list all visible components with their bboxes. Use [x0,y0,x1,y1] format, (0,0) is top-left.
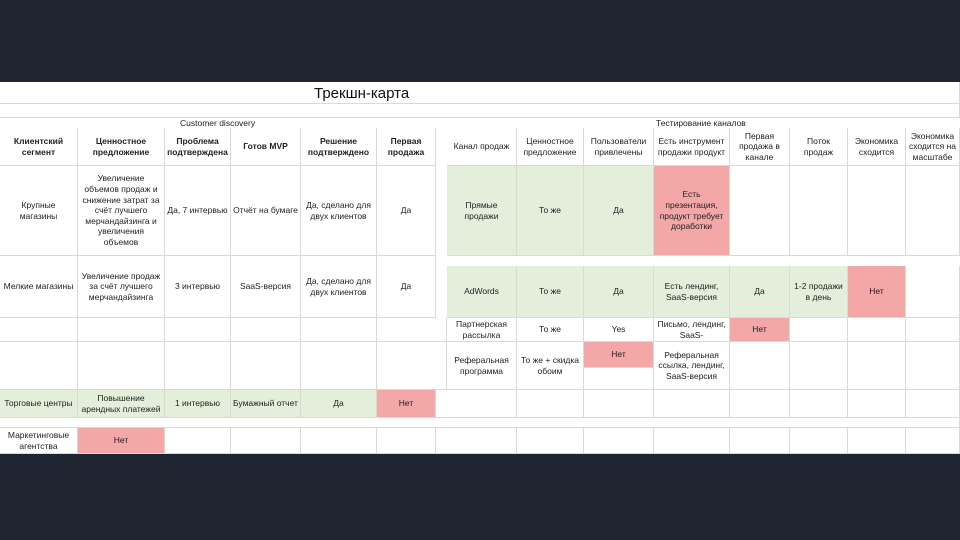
row-referral-ch-users: Нет [584,342,654,368]
header-problem: Проблема подтверждена [165,128,231,166]
empty-cell [848,428,906,454]
row-small-first-sale: Да [377,256,436,318]
row-malls-segment: Торговые центры [0,390,78,418]
empty-cell [78,318,165,342]
empty-cell [584,390,654,418]
header-ch-econ: Экономика сходится [848,128,906,166]
empty-cell [301,318,377,342]
empty-cell [436,428,517,454]
empty-cell [790,428,848,454]
header-ch-value: Ценностное предложение [517,128,584,166]
row-large-mvp: Отчёт на бумаге [231,166,301,256]
row-agencies-segment: Маркетинговые агентства [0,428,78,454]
header-ch-scale: Экономика сходится на масштабе [906,128,960,166]
row-large-solution: Да, сделано для двух клиентов [301,166,377,256]
row-large-ch-scale [906,166,960,256]
row-small-solution: Да, сделано для двух клиентов [301,256,377,318]
row-referral-ch-value: То же + скидка обоим [517,342,584,390]
empty-cell [231,342,301,390]
empty-cell [730,342,790,390]
header-solution: Решение подтверждено [301,128,377,166]
header-mvp: Готов MVP [231,128,301,166]
empty-cell [377,428,436,454]
row-partner-ch-value: То же [517,318,584,342]
row-small-ch-first: Да [730,266,790,318]
empty-cell [0,418,960,428]
header-ch-users: Пользователи привлечены [584,128,654,166]
row-small-ch-tool: Есть лендинг, SaaS-версия [654,266,730,318]
row-malls-first-sale: Нет [377,390,436,418]
empty-cell [906,428,960,454]
row-small-ch-flow: 1-2 продажи в день [790,266,848,318]
row-partner-ch-tool: Письмо, лендинг, SaaS- [654,318,730,342]
section-customer-discovery: Customer discovery [180,118,256,128]
row-agencies-value: Нет [78,428,165,454]
header-ch-tool: Есть инструмент продажи продукт [654,128,730,166]
row-small-segment: Мелкие магазины [0,256,78,318]
empty-cell [730,390,790,418]
row-small-ch-scale [906,266,960,318]
empty-cell [78,342,165,390]
spreadsheet [0,82,960,454]
section-channel-testing: Тестирование каналов [656,118,746,128]
empty-cell [165,428,231,454]
empty-cell [584,428,654,454]
row-small-channel: AdWords [447,266,517,318]
header-value: Ценностное предложение [78,128,165,166]
empty-cell [301,342,377,390]
empty-cell [165,342,231,390]
empty-cell [377,318,447,342]
row-malls-solution: Да [301,390,377,418]
empty-cell [848,342,906,390]
row-large-value: Увеличение объемов продаж и снижение затрат за счёт лучшего мерчандайзинга и увеличения объемов [78,166,165,256]
empty-cell [654,390,730,418]
row-large-segment: Крупные магазины [0,166,78,256]
empty-cell [231,318,301,342]
empty-cell [790,390,848,418]
empty-cell [848,318,906,342]
empty-cell [584,368,654,390]
row-partner-channel: Партнерская рассылка [447,318,517,342]
row-referral-channel: Реферальная программа [447,342,517,390]
row-large-ch-users: Да [584,166,654,256]
row-large-problem: Да, 7 интервью [165,166,231,256]
empty-cell [377,342,447,390]
row-small-problem: 3 интервью [165,256,231,318]
row-large-ch-econ [848,166,906,256]
empty-cell [790,342,848,390]
row-partner-ch-users: Yes [584,318,654,342]
row-malls-value: Повышение арендных платежей [78,390,165,418]
row-small-ch-value: То же [517,266,584,318]
sheet-title: Трекшн-карта [314,85,410,102]
row-referral-ch-tool: Реферальная ссылка, лендинг, SaaS-версия [654,342,730,390]
row-partner-ch-first: Нет [730,318,790,342]
empty-cell [231,428,301,454]
empty-cell [906,318,960,342]
empty-cell [517,390,584,418]
row-small-value: Увеличение продаж за счёт лучшего мерчандайзинга [78,256,165,318]
row-malls-problem: 1 интервью [165,390,231,418]
empty-cell [848,390,906,418]
row-small-ch-users: Да [584,266,654,318]
row-small-ch-econ: Нет [848,266,906,318]
row-large-first-sale: Да [377,166,436,256]
header-ch-first: Первая продажа в канале [730,128,790,166]
empty-cell [790,318,848,342]
empty-cell [654,428,730,454]
header-channel: Канал продаж [447,128,517,166]
grid-row-1 [0,104,960,118]
empty-cell [0,318,78,342]
header-segment: Клиентский сегмент [0,128,78,166]
header-ch-flow: Поток продаж [790,128,848,166]
empty-cell [906,342,960,390]
row-malls-mvp: Бумажный отчет [231,390,301,418]
empty-cell [906,390,960,418]
header-first-sale: Первая продажа [377,128,436,166]
row-large-ch-flow [790,166,848,256]
row-large-ch-first [730,166,790,256]
empty-cell [730,428,790,454]
empty-cell [301,428,377,454]
row-large-ch-tool: Есть презентация, продукт требует доработки [654,166,730,256]
empty-cell [165,318,231,342]
row-large-channel: Прямые продажи [447,166,517,256]
row-large-ch-value: То же [517,166,584,256]
empty-cell [517,428,584,454]
empty-cell [0,342,78,390]
empty-cell [436,390,517,418]
row-small-mvp: SaaS-версия [231,256,301,318]
grid-row-0 [0,82,960,104]
